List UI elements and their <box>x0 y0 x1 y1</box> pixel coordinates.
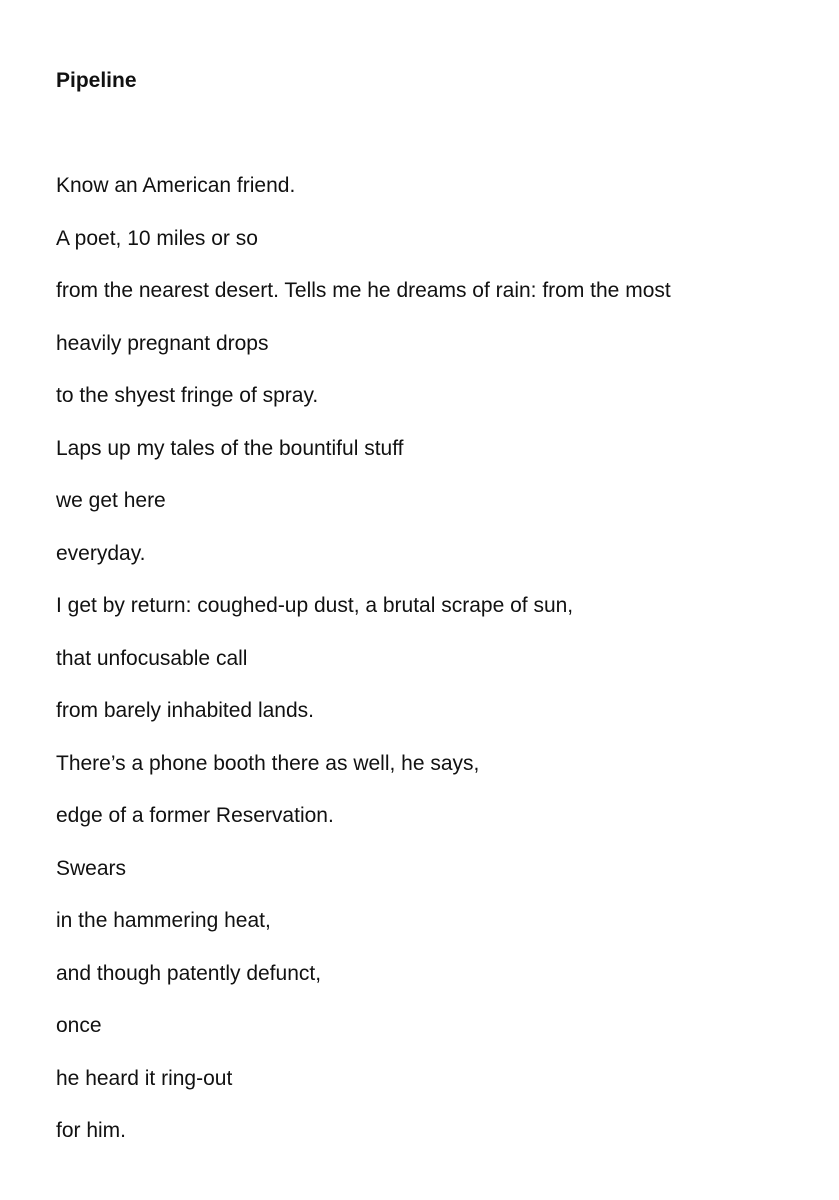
poem-line: Laps up my tales of the bountiful stuff <box>56 436 404 460</box>
poem-line: edge of a former Reservation. <box>56 804 334 827</box>
poem-line: in the hammering heat, <box>56 909 271 932</box>
poem-title: Pipeline <box>56 69 137 92</box>
poem-line: from the nearest desert. Tells me he dreams of rain: from the most <box>56 279 671 302</box>
poem-line: from barely inhabited lands. <box>56 699 314 722</box>
poem-line: Know an American friend. <box>56 174 296 197</box>
poem-line: Swears <box>56 856 127 880</box>
poem-line: and though patently defunct, <box>56 961 322 985</box>
poem-line: A poet, 10 miles or so <box>56 226 258 250</box>
poem-line: to the shyest fringe of spray. <box>56 384 319 407</box>
poem-line: everyday. <box>56 541 146 565</box>
poem-body <box>56 171 816 1169</box>
poem-line: heavily pregnant drops <box>56 331 269 355</box>
poem-line: I get by return: coughed-up dust, a brutal scrape of sun, <box>56 594 574 617</box>
poem-line: once <box>56 1014 102 1037</box>
poem-line: There’s a phone booth there as well, he says, <box>56 751 480 775</box>
poem-line: for him. <box>56 1119 127 1142</box>
poem-line: we get here <box>56 489 166 512</box>
poem-line: he heard it ring-out <box>56 1066 233 1090</box>
poem-line: that unfocusable call <box>56 646 248 670</box>
